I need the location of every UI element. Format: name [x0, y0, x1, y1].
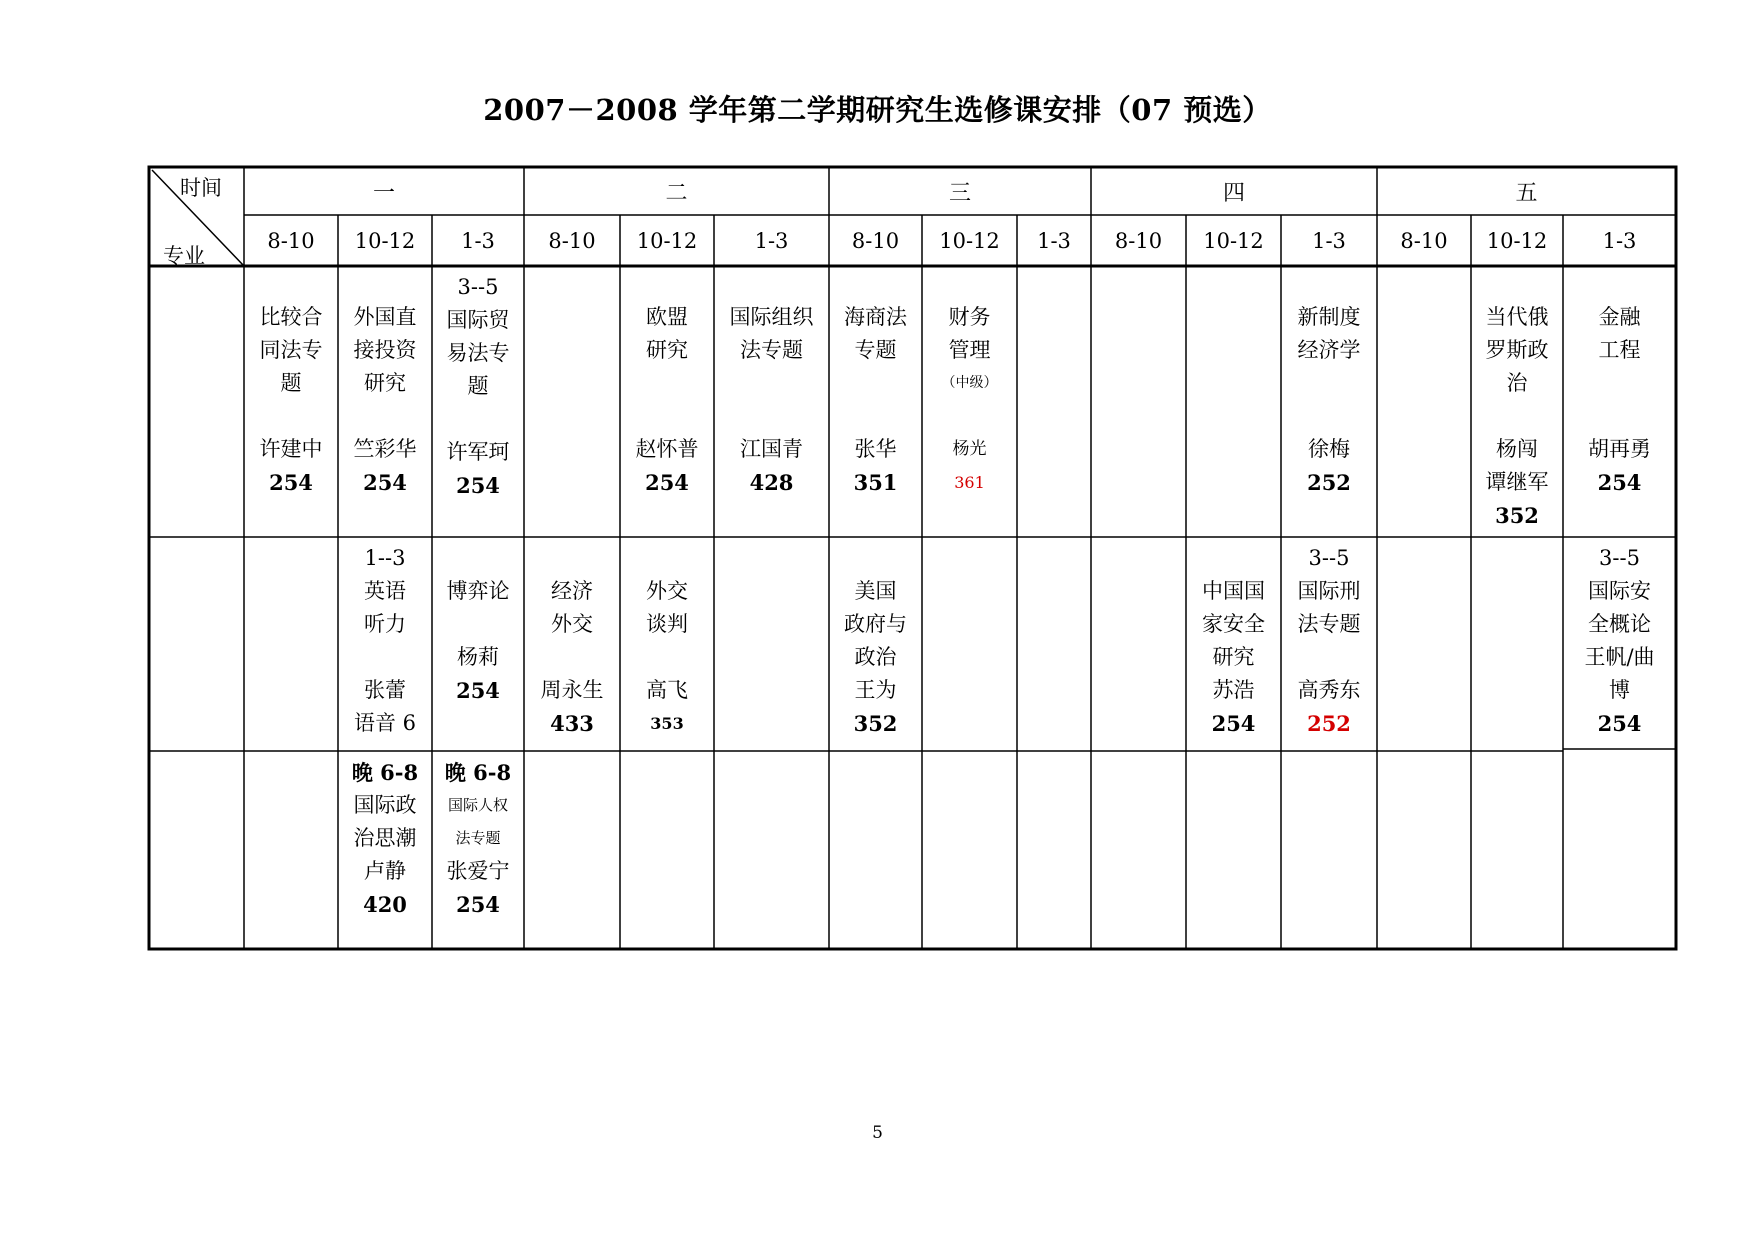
- course-cell: [1281, 542, 1377, 740]
- course-cell: [922, 301, 1017, 499]
- course-cell: [1186, 575, 1281, 740]
- course-name-line: 经济学: [1297, 338, 1361, 362]
- teacher-name: 许建中: [259, 437, 323, 461]
- teacher-name: 张华: [854, 437, 897, 461]
- class-time: 晚 6-8: [444, 760, 512, 785]
- corner-time-label: 时间: [180, 176, 222, 200]
- room-number: 352: [1495, 503, 1539, 528]
- course-cell: [338, 301, 432, 499]
- course-name-line: 法专题: [455, 829, 501, 847]
- room-number: 252: [1307, 711, 1351, 736]
- course-level: （中级）: [941, 375, 998, 391]
- course-name-line: 管理: [948, 338, 991, 362]
- teacher-name: 高飞: [646, 678, 688, 702]
- class-time: 晚 6-8: [351, 760, 419, 785]
- room-number: 254: [645, 470, 689, 495]
- course-cell: [620, 301, 714, 499]
- room-number: 254: [1597, 470, 1642, 495]
- course-name-line: 国际政: [353, 793, 417, 817]
- teacher-name: 杨莉: [457, 645, 499, 669]
- room-number: 428: [749, 470, 794, 495]
- course-name-line: 易法专: [446, 341, 510, 365]
- course-cell: [432, 271, 524, 502]
- course-name-line: 经济: [551, 579, 593, 603]
- course-cell: [432, 575, 524, 707]
- course-cell: [338, 542, 432, 740]
- course-name-line: 英语: [364, 579, 406, 603]
- page-number: 5: [872, 1123, 883, 1143]
- class-time: 3--5: [1599, 546, 1640, 570]
- room-number: 254: [1597, 711, 1642, 736]
- teacher-name: 许军珂: [446, 440, 510, 464]
- class-time: 1--3: [364, 546, 406, 570]
- course-cell: [714, 301, 829, 499]
- room-number: 254: [363, 470, 407, 495]
- course-name-line: 治思潮: [353, 826, 417, 850]
- slot-header: 8-10: [548, 228, 596, 253]
- teacher-name: 张爱宁: [446, 859, 510, 883]
- course-cell: [1563, 301, 1676, 499]
- page-title: 2007－2008 学年第二学期研究生选修课安排（07 预选）: [483, 93, 1272, 127]
- course-name-line: 罗斯政: [1485, 338, 1549, 362]
- course-name-line: 外交: [551, 612, 593, 636]
- room-number: 361: [954, 473, 985, 492]
- course-name-line: 博弈论: [446, 579, 510, 603]
- course-name-line: 法专题: [1297, 612, 1361, 636]
- course-name-line: 全概论: [1588, 612, 1651, 636]
- teacher-name: 高秀东: [1297, 678, 1361, 702]
- course-name-line: 金融: [1598, 305, 1641, 329]
- teacher-name: 苏浩: [1212, 678, 1255, 702]
- class-time: 3--5: [1308, 546, 1350, 570]
- course-cell: [1563, 542, 1676, 740]
- course-name-line: 欧盟: [646, 305, 688, 329]
- teacher-name: 竺彩华: [353, 437, 417, 461]
- room-number: 433: [550, 711, 594, 736]
- teacher-name: 王为: [854, 678, 897, 702]
- course-cell: [1281, 301, 1377, 499]
- room-number: 254: [456, 892, 500, 917]
- course-name-line: 谈判: [646, 612, 688, 636]
- teacher-name: 谭继军: [1485, 470, 1549, 494]
- course-name-line: 法专题: [740, 338, 803, 362]
- course-name-line: 题: [280, 371, 302, 395]
- course-cell: [524, 575, 620, 740]
- course-cell: [1471, 301, 1563, 532]
- course-name-line: 比较合: [259, 305, 323, 329]
- course-name-line: 外国直: [353, 305, 417, 329]
- slot-header: 10-12: [1203, 228, 1264, 253]
- course-name-line: 国际刑: [1297, 579, 1361, 603]
- course-cell: [620, 575, 714, 740]
- room-number: 351: [853, 470, 898, 495]
- slot-header: 10-12: [636, 228, 698, 253]
- slot-header: 10-12: [354, 228, 416, 253]
- room-number: 254: [269, 470, 313, 495]
- teacher-name: 博: [1609, 678, 1630, 702]
- teacher-name: 赵怀普: [635, 437, 699, 461]
- room-number: 252: [1307, 470, 1351, 495]
- course-cell: [432, 756, 524, 921]
- course-name-line: 政治: [854, 645, 897, 669]
- corner-major-label: 专业: [163, 244, 205, 268]
- course-name-line: 财务: [948, 305, 991, 329]
- room-number: 353: [650, 714, 684, 733]
- day-header-wed: 三: [948, 180, 971, 206]
- day-header-thu: 四: [1222, 180, 1245, 206]
- slot-header: 8-10: [851, 228, 900, 253]
- course-name-line: 政府与: [844, 612, 907, 636]
- course-name-line: 研究: [1212, 645, 1255, 669]
- room-number: 254: [456, 473, 500, 498]
- slot-header: 8-10: [1400, 228, 1448, 253]
- room-number: 420: [363, 892, 407, 917]
- course-name-line: 国际人权: [447, 796, 508, 814]
- course-cell: [338, 756, 432, 921]
- teacher-name: 江国青: [740, 437, 803, 461]
- course-name-line: 工程: [1598, 338, 1641, 362]
- slot-header: 1-3: [1037, 228, 1071, 253]
- slot-header: 8-10: [267, 228, 315, 253]
- course-name-line: 国际贸: [446, 308, 510, 332]
- teacher-name: 胡再勇: [1588, 437, 1651, 461]
- slot-header: 1-3: [1602, 228, 1637, 253]
- teacher-name: 周永生: [540, 678, 604, 702]
- course-name-line: 家安全: [1202, 612, 1265, 636]
- course-name-line: 美国: [854, 579, 897, 603]
- course-name-line: 新制度: [1297, 305, 1361, 329]
- teacher-name: 张蕾: [364, 678, 406, 702]
- slot-header: 1-3: [461, 228, 495, 253]
- course-name-line: 接投资: [353, 338, 417, 362]
- course-name-line: 专题: [854, 338, 897, 362]
- course-cell: [829, 301, 922, 499]
- teacher-name: 王帆/曲: [1584, 645, 1655, 669]
- room-number: 254: [456, 678, 500, 703]
- day-header-fri: 五: [1515, 180, 1538, 206]
- course-name-line: 外交: [646, 579, 688, 603]
- course-name-line: 同法专: [259, 338, 323, 362]
- teacher-name: 杨闯: [1496, 437, 1538, 461]
- course-name-line: 国际安: [1588, 579, 1651, 603]
- slot-header: 10-12: [939, 228, 1000, 253]
- course-cell: [244, 301, 338, 499]
- course-name-line: 题: [467, 374, 489, 398]
- slot-header: 8-10: [1114, 228, 1163, 253]
- class-time: 3--5: [457, 275, 499, 299]
- room-number: 352: [853, 711, 898, 736]
- day-header-mon: 一: [372, 180, 395, 206]
- day-header-tue: 二: [665, 180, 688, 206]
- slot-header: 1-3: [754, 228, 789, 253]
- course-name-line: 国际组织: [729, 305, 814, 329]
- course-name-line: 中国国: [1202, 579, 1265, 603]
- course-name-line: 研究: [646, 338, 688, 362]
- course-name-line: 治: [1506, 371, 1528, 395]
- slot-header: 10-12: [1486, 228, 1548, 253]
- room-number: 语音 6: [353, 711, 417, 735]
- course-name-line: 当代俄: [1485, 305, 1549, 329]
- course-name-line: 海商法: [844, 305, 907, 329]
- room-number: 254: [1211, 711, 1256, 736]
- teacher-name: 杨光: [952, 439, 987, 459]
- teacher-name: 卢静: [364, 859, 406, 883]
- slot-header: 1-3: [1312, 228, 1346, 253]
- teacher-name: 徐梅: [1308, 437, 1350, 461]
- course-cell: [829, 575, 922, 740]
- course-name-line: 研究: [364, 371, 406, 395]
- course-name-line: 听力: [364, 612, 406, 636]
